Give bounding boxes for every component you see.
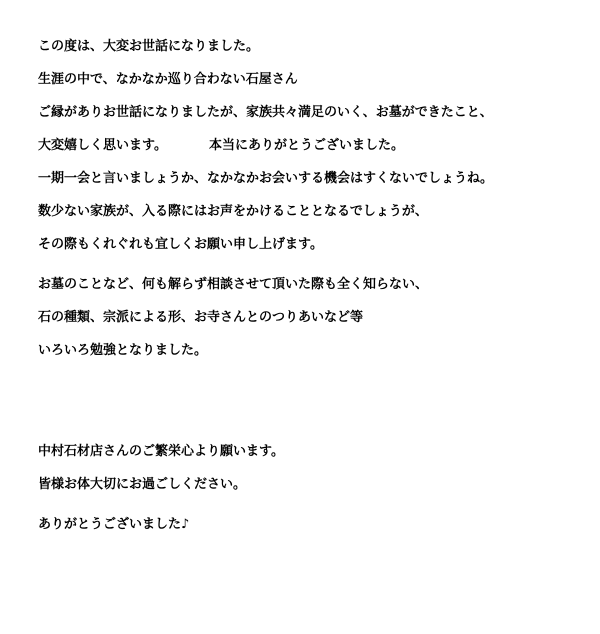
letter-line: 一期一会と言いましょうか、なかなかお会いする機会はすくないでしょうね。 [38,171,494,186]
letter-line: 数少ない家族が、入る際にはお声をかけることとなるでしょうが、 [38,204,428,219]
letter-line: 生涯の中で、なかなか巡り合わない石屋さん [38,72,298,87]
letter-phrase: 大変嬉しく思います。 [38,138,167,153]
letter-line [38,135,594,157]
letter-line: ご縁がありお世話になりましたが、家族共々満足のいく、お墓ができたこと、 [38,105,493,120]
letter-line: お墓のことなど、何も解らず相談させて頂いた際も全く知らない、 [38,277,429,292]
letter-line: 中村石材店さんのご繁栄心より願います。 [38,444,284,459]
letter-phrase: 本当にありがとうございました。 [208,138,404,153]
letter-body [38,36,594,547]
letter-line: 石の種類、宗派による形、お寺さんとのつりあいなど等 [38,310,364,325]
letter-line: この度は、大変お世話になりました。 [38,39,260,54]
letter-line: その際もくれぐれも宜しくお願い申し上げます。 [38,237,323,252]
closing-line: ありがとうございました♪ [38,517,190,532]
letter-line: 皆様お体大切にお過ごしください。 [38,477,247,492]
letter-line: いろいろ勉強となりました。 [38,343,208,358]
